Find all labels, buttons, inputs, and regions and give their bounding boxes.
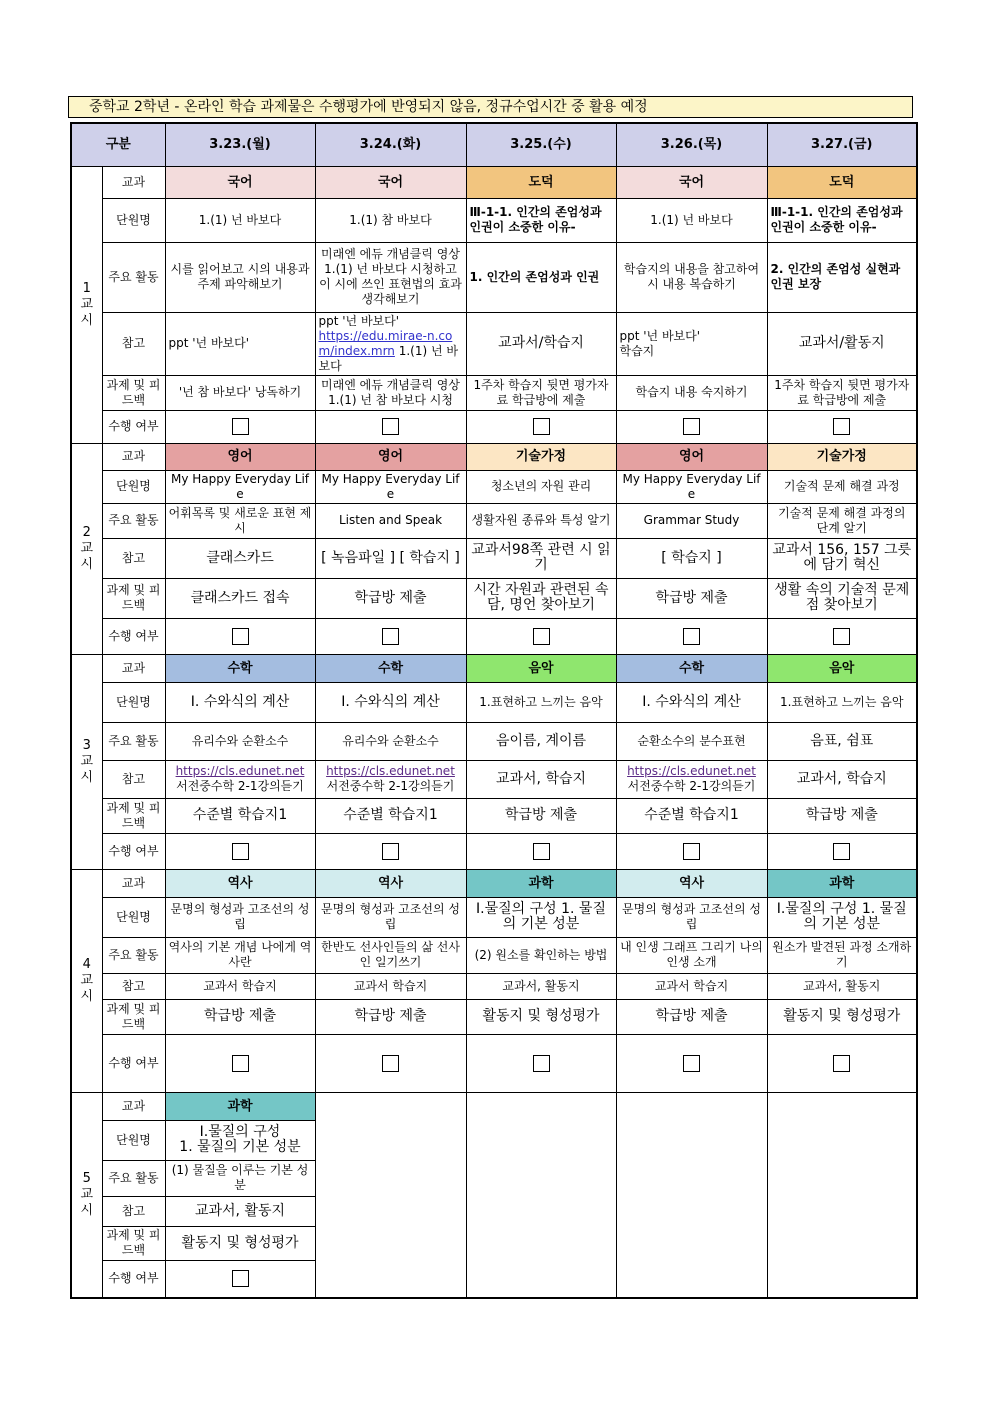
done-cell	[767, 1034, 917, 1092]
unit-text: 1. 물질의 기본 성분	[179, 1139, 301, 1155]
unit-cell	[165, 1120, 315, 1160]
reference-cell: 클래스카드	[165, 538, 315, 578]
activity-cell: 학습지의 내용을 참고하여 시 내용 복습하기	[616, 242, 767, 312]
subject-cell: 영어	[315, 443, 466, 470]
task-cell: 미래엔 에듀 개념클릭 영상 1.(1) 넌 참 바보다 시청	[315, 375, 466, 410]
row-label-activity: 주요 활동	[102, 722, 165, 760]
task-cell: 학급방 제출	[616, 999, 767, 1034]
reference-text: ppt '넌 바보다'	[318, 313, 400, 328]
subject-cell: 도덕	[767, 166, 917, 198]
header-row	[71, 123, 917, 166]
activity-cell: 한반도 선사인들의 삶 선사인 일기쓰기	[315, 937, 466, 973]
subject-cell: 국어	[165, 166, 315, 198]
task-cell: 클래스카드 접속	[165, 578, 315, 618]
task-cell: 1주차 학습지 뒷면 평가자료 학급방에 제출	[466, 375, 616, 410]
task-cell: 학급방 제출	[315, 578, 466, 618]
row-label-unit: 단원명	[102, 682, 165, 722]
p2-subject-row	[71, 443, 917, 470]
task-cell: 생활 속의 기술적 문제점 찾아보기	[767, 578, 917, 618]
unit-cell: Ⅰ.물질의 구성 1. 물질의 기본 성분	[767, 897, 917, 937]
subject-cell: 과학	[165, 1092, 315, 1120]
task-cell: 1주차 학습지 뒷면 평가자료 학급방에 제출	[767, 375, 917, 410]
task-cell: 학습지 내용 숙지하기	[616, 375, 767, 410]
done-cell	[315, 1034, 466, 1092]
row-label-unit: 단원명	[102, 470, 165, 503]
row-label-done: 수행 여부	[102, 833, 165, 869]
activity-cell: 음이름, 계이름	[466, 722, 616, 760]
subject-cell: 수학	[315, 654, 466, 682]
row-label-activity: 주요 활동	[102, 242, 165, 312]
task-cell: 수준별 학습지1	[616, 798, 767, 833]
unit-cell: 1.(1) 넌 바보다	[616, 198, 767, 242]
activity-cell: Grammar Study	[616, 503, 767, 538]
p1-activity-row	[71, 242, 917, 312]
done-checkbox[interactable]	[382, 1055, 399, 1072]
done-cell	[767, 410, 917, 443]
p2-unit-row	[71, 470, 917, 503]
p3-done-row	[71, 833, 917, 869]
row-label-task: 과제 및 피드백	[102, 1226, 165, 1260]
activity-cell: 2. 인간의 존엄성 실현과 인권 보장	[767, 242, 917, 312]
reference-cell: 교과서 학습지	[315, 973, 466, 999]
done-checkbox[interactable]	[382, 418, 399, 435]
row-label-unit: 단원명	[102, 1120, 165, 1160]
row-label-subject: 교과	[102, 166, 165, 198]
done-checkbox[interactable]	[382, 843, 399, 860]
task-cell: 학급방 제출	[616, 578, 767, 618]
reference-cell: 교과서, 학습지	[466, 760, 616, 798]
p4-task-row	[71, 999, 917, 1034]
row-label-done: 수행 여부	[102, 410, 165, 443]
day-header-mon: 3.23.(월)	[165, 123, 315, 166]
p1-done-row	[71, 410, 917, 443]
unit-cell: 청소년의 자원 관리	[466, 470, 616, 503]
done-checkbox[interactable]	[533, 1055, 550, 1072]
reference-cell: ppt '넌 바보다'	[165, 312, 315, 375]
empty-cell	[767, 1092, 917, 1298]
done-checkbox[interactable]	[232, 628, 249, 645]
row-label-task: 과제 및 피드백	[102, 798, 165, 833]
day-header-fri: 3.27.(금)	[767, 123, 917, 166]
row-label-subject: 교과	[102, 1092, 165, 1120]
subject-cell: 음악	[466, 654, 616, 682]
subject-cell: 수학	[616, 654, 767, 682]
reference-cell	[315, 312, 466, 375]
activity-cell: (1) 물질을 이루는 기본 성분	[165, 1160, 315, 1196]
row-label-task: 과제 및 피드백	[102, 578, 165, 618]
unit-cell: Ⅰ. 수와식의 계산	[315, 682, 466, 722]
row-label-unit: 단원명	[102, 198, 165, 242]
p1-task-row	[71, 375, 917, 410]
unit-cell: My Happy Everyday Life	[315, 470, 466, 503]
empty-cell	[315, 1092, 466, 1298]
reference-cell: 교과서, 활동지	[767, 973, 917, 999]
done-cell	[616, 618, 767, 654]
done-checkbox[interactable]	[533, 628, 550, 645]
reference-cell	[315, 760, 466, 798]
done-cell	[165, 833, 315, 869]
p2-activity-row	[71, 503, 917, 538]
row-label-activity: 주요 활동	[102, 937, 165, 973]
row-label-activity: 주요 활동	[102, 503, 165, 538]
row-label-subject: 교과	[102, 869, 165, 897]
row-label-done: 수행 여부	[102, 1034, 165, 1092]
unit-cell: 기술적 문제 해결 과정	[767, 470, 917, 503]
day-header-wed: 3.25.(수)	[466, 123, 616, 166]
page-title: 중학교 2학년 - 온라인 학습 과제물은 수행평가에 반영되지 않음, 정규수업시간 중 활용 예정	[68, 96, 913, 118]
unit-cell: 문명의 형성과 고조선의 성립	[315, 897, 466, 937]
schedule-table	[70, 122, 918, 1299]
p4-activity-row	[71, 937, 917, 973]
task-cell: 시간 자원과 관련된 속담, 명언 찾아보기	[466, 578, 616, 618]
subject-cell: 영어	[616, 443, 767, 470]
p4-reference-row	[71, 973, 917, 999]
activity-cell: 원소가 발견된 과정 소개하기	[767, 937, 917, 973]
row-label-reference: 참고	[102, 1196, 165, 1226]
reference-cell: 교과서 156, 157 그릇에 담기 혁신	[767, 538, 917, 578]
p3-unit-row	[71, 682, 917, 722]
p1-reference-row	[71, 312, 917, 375]
done-checkbox[interactable]	[683, 418, 700, 435]
activity-cell: 역사의 기본 개념 나에게 역사란	[165, 937, 315, 973]
done-cell	[315, 833, 466, 869]
done-checkbox[interactable]	[683, 1055, 700, 1072]
period-2-label: 2 교 시	[71, 443, 102, 654]
reference-text: 1.(1) 넌 바보다	[318, 343, 458, 373]
activity-cell: 1. 인간의 존엄성과 인권	[466, 242, 616, 312]
p4-done-row	[71, 1034, 917, 1092]
activity-cell: 생활자원 종류와 특성 알기	[466, 503, 616, 538]
mirae-edu-link[interactable]: https://edu.mirae-n.com/index.mrn	[318, 328, 453, 358]
reference-text: 서전중수학 2-1강의듣기	[326, 779, 455, 793]
period-3-label: 3 교 시	[71, 654, 102, 869]
unit-text: Ⅰ.물질의 구성	[199, 1124, 281, 1140]
reference-cell: [ 녹음파일 ] [ 학습지 ]	[315, 538, 466, 578]
reference-cell: 교과서, 학습지	[767, 760, 917, 798]
reference-text: 서전중수학 2-1강의듣기	[176, 779, 304, 793]
reference-cell: 교과서 학습지	[165, 973, 315, 999]
unit-cell: 문명의 형성과 고조선의 성립	[165, 897, 315, 937]
unit-cell: 1.(1) 넌 바보다	[165, 198, 315, 242]
reference-cell: 교과서, 활동지	[165, 1196, 315, 1226]
done-checkbox[interactable]	[232, 843, 249, 860]
row-label-task: 과제 및 피드백	[102, 375, 165, 410]
p4-unit-row	[71, 897, 917, 937]
reference-cell	[165, 760, 315, 798]
edunet-link[interactable]: https://cls.edunet.net	[326, 764, 455, 778]
reference-cell: 교과서 학습지	[616, 973, 767, 999]
row-label-subject: 교과	[102, 654, 165, 682]
unit-cell: My Happy Everyday Life	[165, 470, 315, 503]
done-checkbox[interactable]	[833, 418, 850, 435]
period-1-label: 1 교 시	[71, 166, 102, 443]
done-cell	[767, 618, 917, 654]
done-cell	[466, 1034, 616, 1092]
row-label-reference: 참고	[102, 760, 165, 798]
subject-cell: 수학	[165, 654, 315, 682]
task-cell: 학급방 제출	[315, 999, 466, 1034]
p4-subject-row	[71, 869, 917, 897]
done-cell	[767, 833, 917, 869]
row-label-reference: 참고	[102, 973, 165, 999]
done-checkbox[interactable]	[382, 628, 399, 645]
reference-cell	[616, 312, 767, 375]
edunet-link[interactable]: https://cls.edunet.net	[175, 764, 305, 778]
subject-cell: 음악	[767, 654, 917, 682]
done-checkbox[interactable]	[533, 418, 550, 435]
task-cell: 활동지 및 형성평가	[466, 999, 616, 1034]
activity-cell: 내 인생 그래프 그리기 나의 인생 소개	[616, 937, 767, 973]
period-4-label: 4 교 시	[71, 869, 102, 1092]
unit-cell: My Happy Everyday Life	[616, 470, 767, 503]
activity-cell: 기술적 문제 해결 과정의 단계 알기	[767, 503, 917, 538]
reference-cell: 교과서/학습지	[466, 312, 616, 375]
unit-cell: Ⅲ-1-1. 인간의 존엄성과 인권이 소중한 이유-	[466, 198, 616, 242]
row-label-done: 수행 여부	[102, 618, 165, 654]
task-cell: 수준별 학습지1	[165, 798, 315, 833]
activity-cell: 미래엔 에듀 개념클릭 영상 1.(1) 넌 바보다 시청하고 이 시에 쓰인 표현법의 효과 생각해보기	[315, 242, 466, 312]
task-cell: 학급방 제출	[165, 999, 315, 1034]
done-cell	[315, 618, 466, 654]
unit-cell: 1.표현하고 느끼는 음악	[466, 682, 616, 722]
done-cell	[616, 410, 767, 443]
subject-cell: 국어	[315, 166, 466, 198]
p3-reference-row	[71, 760, 917, 798]
row-label-reference: 참고	[102, 538, 165, 578]
activity-cell: (2) 원소를 확인하는 방법	[466, 937, 616, 973]
subject-cell: 기술가정	[767, 443, 917, 470]
done-checkbox[interactable]	[683, 628, 700, 645]
done-cell	[165, 410, 315, 443]
unit-cell: Ⅰ. 수와식의 계산	[616, 682, 767, 722]
task-cell: 활동지 및 형성평가	[767, 999, 917, 1034]
reference-text: 학습지	[619, 343, 655, 358]
reference-cell: 교과서, 활동지	[466, 973, 616, 999]
task-cell: 학급방 제출	[466, 798, 616, 833]
subject-cell: 국어	[616, 166, 767, 198]
p3-task-row	[71, 798, 917, 833]
p3-subject-row	[71, 654, 917, 682]
p1-unit-row	[71, 198, 917, 242]
activity-cell: 시를 읽어보고 시의 내용과 주제 파악해보기	[165, 242, 315, 312]
p2-done-row	[71, 618, 917, 654]
activity-cell: 유리수와 순환소수	[165, 722, 315, 760]
activity-cell: 어휘목록 및 새로운 표현 제시	[165, 503, 315, 538]
row-label-unit: 단원명	[102, 897, 165, 937]
done-cell	[616, 1034, 767, 1092]
activity-cell: 유리수와 순환소수	[315, 722, 466, 760]
done-cell	[315, 410, 466, 443]
done-cell	[466, 618, 616, 654]
activity-cell: 순환소수의 분수표현	[616, 722, 767, 760]
task-cell: 활동지 및 형성평가	[165, 1226, 315, 1260]
reference-text: 서전중수학 2-1강의듣기	[627, 779, 756, 793]
subject-cell: 영어	[165, 443, 315, 470]
row-label-reference: 참고	[102, 312, 165, 375]
done-checkbox[interactable]	[833, 843, 850, 860]
unit-cell: 1.표현하고 느끼는 음악	[767, 682, 917, 722]
unit-cell: Ⅲ-1-1. 인간의 존엄성과 인권이 소중한 이유-	[767, 198, 917, 242]
done-checkbox[interactable]	[533, 843, 550, 860]
edunet-link[interactable]: https://cls.edunet.net	[627, 764, 756, 778]
done-cell	[466, 410, 616, 443]
reference-cell: 교과서98쪽 관련 시 읽기	[466, 538, 616, 578]
done-cell	[165, 1034, 315, 1092]
unit-cell: Ⅰ.물질의 구성 1. 물질의 기본 성분	[466, 897, 616, 937]
period-5-label: 5 교 시	[71, 1092, 102, 1298]
p1-subject-row	[71, 166, 917, 198]
day-header-tue: 3.24.(화)	[315, 123, 466, 166]
reference-text: ppt '넌 바보다'	[619, 328, 701, 343]
empty-cell	[466, 1092, 616, 1298]
done-checkbox[interactable]	[232, 1055, 249, 1072]
done-checkbox[interactable]	[833, 628, 850, 645]
subject-cell: 도덕	[466, 166, 616, 198]
row-label-done: 수행 여부	[102, 1260, 165, 1298]
subject-cell: 역사	[165, 869, 315, 897]
category-header: 구분	[71, 123, 165, 166]
row-label-activity: 주요 활동	[102, 1160, 165, 1196]
subject-cell: 역사	[616, 869, 767, 897]
done-cell	[165, 1260, 315, 1298]
reference-cell: 교과서/활동지	[767, 312, 917, 375]
p3-activity-row	[71, 722, 917, 760]
reference-cell	[616, 760, 767, 798]
task-cell: 수준별 학습지1	[315, 798, 466, 833]
done-checkbox[interactable]	[232, 418, 249, 435]
subject-cell: 과학	[466, 869, 616, 897]
unit-cell: 문명의 형성과 고조선의 성립	[616, 897, 767, 937]
row-label-task: 과제 및 피드백	[102, 999, 165, 1034]
task-cell: '넌 참 바보다' 낭독하기	[165, 375, 315, 410]
reference-cell: [ 학습지 ]	[616, 538, 767, 578]
empty-cell	[616, 1092, 767, 1298]
p2-reference-row	[71, 538, 917, 578]
done-checkbox[interactable]	[833, 1055, 850, 1072]
subject-cell: 기술가정	[466, 443, 616, 470]
activity-cell: Listen and Speak	[315, 503, 466, 538]
unit-cell: 1.(1) 참 바보다	[315, 198, 466, 242]
activity-cell: 음표, 쉼표	[767, 722, 917, 760]
done-cell	[616, 833, 767, 869]
task-cell: 학급방 제출	[767, 798, 917, 833]
unit-cell: Ⅰ. 수와식의 계산	[165, 682, 315, 722]
done-cell	[466, 833, 616, 869]
subject-cell: 역사	[315, 869, 466, 897]
day-header-thu: 3.26.(목)	[616, 123, 767, 166]
done-checkbox[interactable]	[683, 843, 700, 860]
done-cell	[165, 618, 315, 654]
p2-task-row	[71, 578, 917, 618]
subject-cell: 과학	[767, 869, 917, 897]
done-checkbox[interactable]	[232, 1270, 249, 1287]
row-label-subject: 교과	[102, 443, 165, 470]
p5-subject-row	[71, 1092, 917, 1120]
